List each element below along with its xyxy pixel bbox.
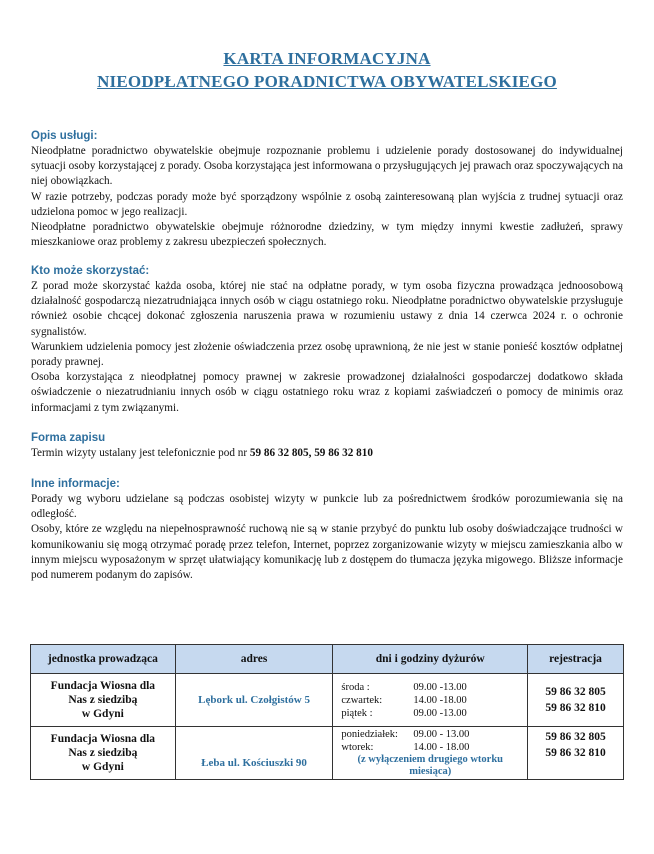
unit-cell — [31, 727, 176, 780]
phone-number: 59 86 32 810 — [545, 702, 606, 714]
hours-entry — [341, 707, 527, 720]
table-row — [31, 727, 624, 780]
hours-day: wtorek: — [341, 742, 374, 753]
unit-cell — [31, 674, 176, 727]
phone-number: 59 86 32 810 — [545, 747, 606, 759]
section-service-description — [31, 129, 623, 250]
hours-time: 09.00 -13.00 — [413, 707, 467, 719]
paragraph: Nieodpłatne poradnictwo obywatelskie obejmuje różnorodne dziedziny, w tym między innymi kwestie zadłużeń, sprawy mieszkaniowe oraz problemy z zakresu ubezpieczeń społecznych. — [31, 221, 623, 249]
hours-time: 14.00 - 18.00 — [413, 742, 470, 753]
unit-line: w Gdyni — [81, 761, 124, 773]
column-header-unit: jednostka prowadząca — [31, 645, 176, 674]
document-title-line-1: KARTA INFORMACYJNA — [223, 49, 431, 68]
section-registration — [31, 431, 623, 461]
hours-time: 14.00 -18.00 — [413, 694, 467, 706]
paragraph: W razie potrzeby, podczas porady może być sporządzony wspólnie z osobą zainteresowaną plan wyjścia z trudnej sytuacji oraz udzielona pomoc w jego realizacji. — [31, 190, 623, 218]
address-cell: Łeba ul. Kościuszki 90 — [175, 727, 333, 780]
paragraph — [31, 446, 623, 461]
schedule-table — [30, 644, 624, 780]
hours-time: 09.00 -13.00 — [413, 681, 467, 693]
hours-day: poniedziałek: — [341, 729, 398, 740]
paragraph: Z porad może skorzystać każda osoba, której nie stać na odpłatne porady, w tym osoba fizyczna prowadząca jednoosobową działalność gospodarczą niezatrudniająca innych osób w ciągu ostatniego roku. Nieodpłatne poradnictwo obywatelskie przysługuje również osobie chcącej dokonać zgłoszenia naruszenia prawa w rozumieniu ustawy z dnia 14 czerwca 2024 r. o ochronie sygnalistów. — [31, 280, 623, 338]
section-other-info — [31, 477, 623, 583]
unit-line: Nas z siedzibą — [68, 747, 138, 759]
column-header-registration: rejestracja — [528, 645, 624, 674]
section-heading: Opis usługi: — [31, 130, 98, 142]
hours-cell — [333, 727, 528, 780]
unit-line: Fundacja Wiosna dla — [50, 733, 156, 745]
registration-cell — [528, 674, 624, 727]
section-heading: Inne informacje: — [31, 478, 120, 490]
hours-entry — [341, 694, 527, 707]
table-header-row — [31, 645, 624, 674]
unit-line: Fundacja Wiosna dla — [50, 680, 156, 692]
hours-day: piątek : — [341, 707, 373, 719]
unit-line: Nas z siedzibą — [68, 694, 138, 706]
column-header-hours: dni i godziny dyżurów — [333, 645, 528, 674]
table-row — [31, 674, 624, 727]
section-eligibility — [31, 264, 623, 416]
column-header-address: adres — [175, 645, 333, 674]
paragraph: Porady wg wyboru udzielane są podczas osobistej wizyty w punkcie lub za pośrednictwem środków porozumiewania się na odległość. — [31, 493, 623, 521]
address-cell: Lębork ul. Czołgistów 5 — [175, 674, 333, 727]
paragraph: Warunkiem udzielenia pomocy jest złożenie oświadczenia przez osobę uprawnioną, że nie jest w stanie ponieść kosztów odpłatnej porady prawnej. — [31, 340, 623, 369]
paragraph: Nieodpłatne poradnictwo obywatelskie obejmuje rozpoznanie problemu i udzielenie porady dostosowanej do indywidualnej sytuacji osoby korzystającej z porady. Osoba korzystająca jest informowana o przysługujących jej prawach oraz spoczywających na niej obowiązkach. — [31, 145, 623, 188]
paragraph: Osoba korzystająca z nieodpłatnej pomocy prawnej w zakresie prowadzonej działalności gospodarczej dodatkowo składa oświadczenie o niezatrudnianiu innych osób w ciągu ostatniego roku wraz z kopiami zaświadczeń o pomocy de minimis oraz informacjami z tym związanymi. — [31, 371, 623, 414]
registration-cell — [528, 727, 624, 780]
hours-day: środa : — [341, 681, 370, 693]
hours-note: (z wyłączeniem drugiego wtorku miesiąca) — [357, 754, 503, 777]
hours-entry — [341, 728, 527, 741]
paragraph: Osoby, które ze względu na niepełnosprawność ruchową nie są w stanie przybyć do punktu lub osoby doświadczające trudności w komunikowaniu się mogą otrzymać poradę przez telefon, Internet, poprzez zorganizowanie wizyty w miejscu zamieszkania albo w innym miejscu wyposażonym w sprzęt ułatwiający komunikację lub z dostępem do tłumacza języka migowego. Bliższe informacje pod numerem podanym do zapisów. — [31, 523, 623, 582]
hours-day: czwartek: — [341, 694, 383, 706]
section-heading: Kto może skorzystać: — [31, 265, 150, 277]
unit-line: w Gdyni — [81, 708, 124, 720]
registration-phones: 59 86 32 805, 59 86 32 810 — [249, 447, 373, 459]
hours-cell — [333, 674, 528, 727]
hours-entry — [341, 681, 527, 694]
hours-entry — [341, 741, 527, 754]
document-title-line-2: NIEODPŁATNEGO PORADNICTWA OBYWATELSKIEGO — [97, 72, 557, 91]
registration-text: Termin wizyty ustalany jest telefonicznie pod nr — [31, 447, 250, 459]
hours-time: 09.00 - 13.00 — [413, 729, 470, 740]
phone-number: 59 86 32 805 — [545, 731, 606, 743]
section-heading: Forma zapisu — [31, 432, 106, 444]
phone-number: 59 86 32 805 — [545, 686, 606, 698]
